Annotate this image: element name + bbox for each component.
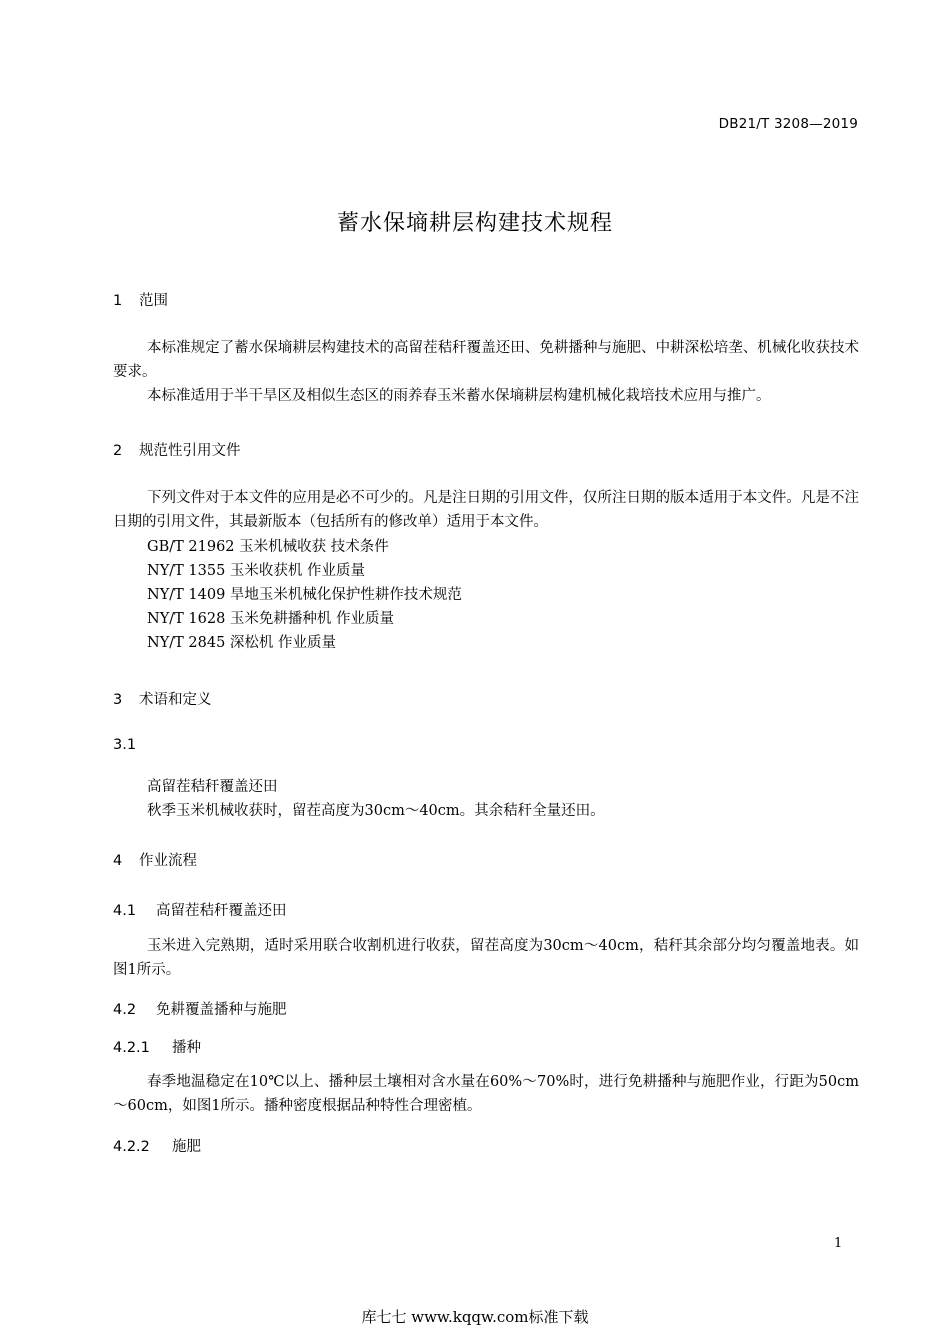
subsection-title: 施肥 (172, 1139, 201, 1155)
subsection-4-2-heading (113, 998, 287, 1019)
section-2-heading (113, 439, 241, 460)
page-title: 蓄水保墒耕层构建技术规程 (336, 211, 613, 236)
subsection-3-1-number: 3.1 (113, 737, 137, 753)
subsection-4-2-1-heading (113, 1036, 201, 1057)
section-3-heading (113, 688, 212, 709)
section-1-heading (113, 289, 168, 310)
reference-item: GB/T 21962 玉米机械收获 技术条件 (147, 539, 389, 555)
reference-item: NY/T 2845 深松机 作业质量 (147, 635, 337, 651)
subsection-number: 4.1 (113, 903, 137, 919)
section-4-heading (113, 849, 197, 870)
paragraph: 本标准适用于半干旱区及相似生态区的雨养春玉米蓄水保墒耕层构建机械化栽培技术应用与推广。 (147, 388, 771, 404)
subsection-4-2-1-body (113, 1070, 859, 1118)
section-number: 1 (113, 293, 123, 309)
subsection-number: 4.2.1 (113, 1040, 150, 1056)
paragraph: 下列文件对于本文件的应用是必不可少的。凡是注日期的引用文件，仅所注日期的版本适用于本文件。凡是不注日期的引用文件，其最新版本（包括所有的修改单）适用于本文件。 (113, 490, 859, 530)
subsection-number: 4.2.2 (113, 1139, 150, 1155)
paragraph: 春季地温稳定在10℃以上、播种层土壤相对含水量在60%～70%时，进行免耕播种与施肥作业，行距为50cm～60cm，如图1所示。播种密度根据品种特性合理密植。 (113, 1074, 859, 1114)
section-title: 规范性引用文件 (139, 443, 241, 459)
section-title: 作业流程 (139, 853, 197, 869)
section-1-body (113, 336, 859, 408)
reference-item: NY/T 1628 玉米免耕播种机 作业质量 (147, 611, 395, 627)
paragraph: 本标准规定了蓄水保墒耕层构建技术的高留茬秸秆覆盖还田、免耕播种与施肥、中耕深松培垄、机械化收获技术要求。 (113, 340, 859, 380)
subsection-title: 高留茬秸秆覆盖还田 (156, 903, 287, 919)
subsection-4-1-heading (113, 899, 287, 920)
document-code: DB21/T 3208—2019 (718, 116, 858, 132)
section-number: 3 (113, 692, 123, 708)
page-number: 1 (834, 1236, 843, 1251)
section-title: 范围 (139, 293, 168, 309)
reference-item: NY/T 1409 旱地玉米机械化保护性耕作技术规范 (147, 587, 462, 603)
section-2-body (113, 486, 859, 534)
footer-watermark: 库七七 www.kqqw.com标准下载 (361, 1308, 589, 1326)
subsection-4-2-2-heading (113, 1135, 201, 1156)
subsection-title: 免耕覆盖播种与施肥 (156, 1002, 287, 1018)
subsection-title: 播种 (172, 1040, 201, 1056)
reference-list (147, 535, 462, 655)
paragraph: 玉米进入完熟期，适时采用联合收割机进行收获，留茬高度为30cm～40cm，秸秆其余部分均匀覆盖地表。如图1所示。 (113, 938, 859, 978)
section-title: 术语和定义 (139, 692, 212, 708)
subsection-4-1-body (113, 934, 859, 982)
reference-item: NY/T 1355 玉米收获机 作业质量 (147, 563, 366, 579)
subsection-number: 4.2 (113, 1002, 137, 1018)
section-number: 4 (113, 853, 123, 869)
term-name: 高留茬秸秆覆盖还田 (147, 779, 278, 795)
term-definition: 秋季玉米机械收获时，留茬高度为30cm～40cm。其余秸秆全量还田。 (147, 803, 605, 819)
section-number: 2 (113, 443, 123, 459)
